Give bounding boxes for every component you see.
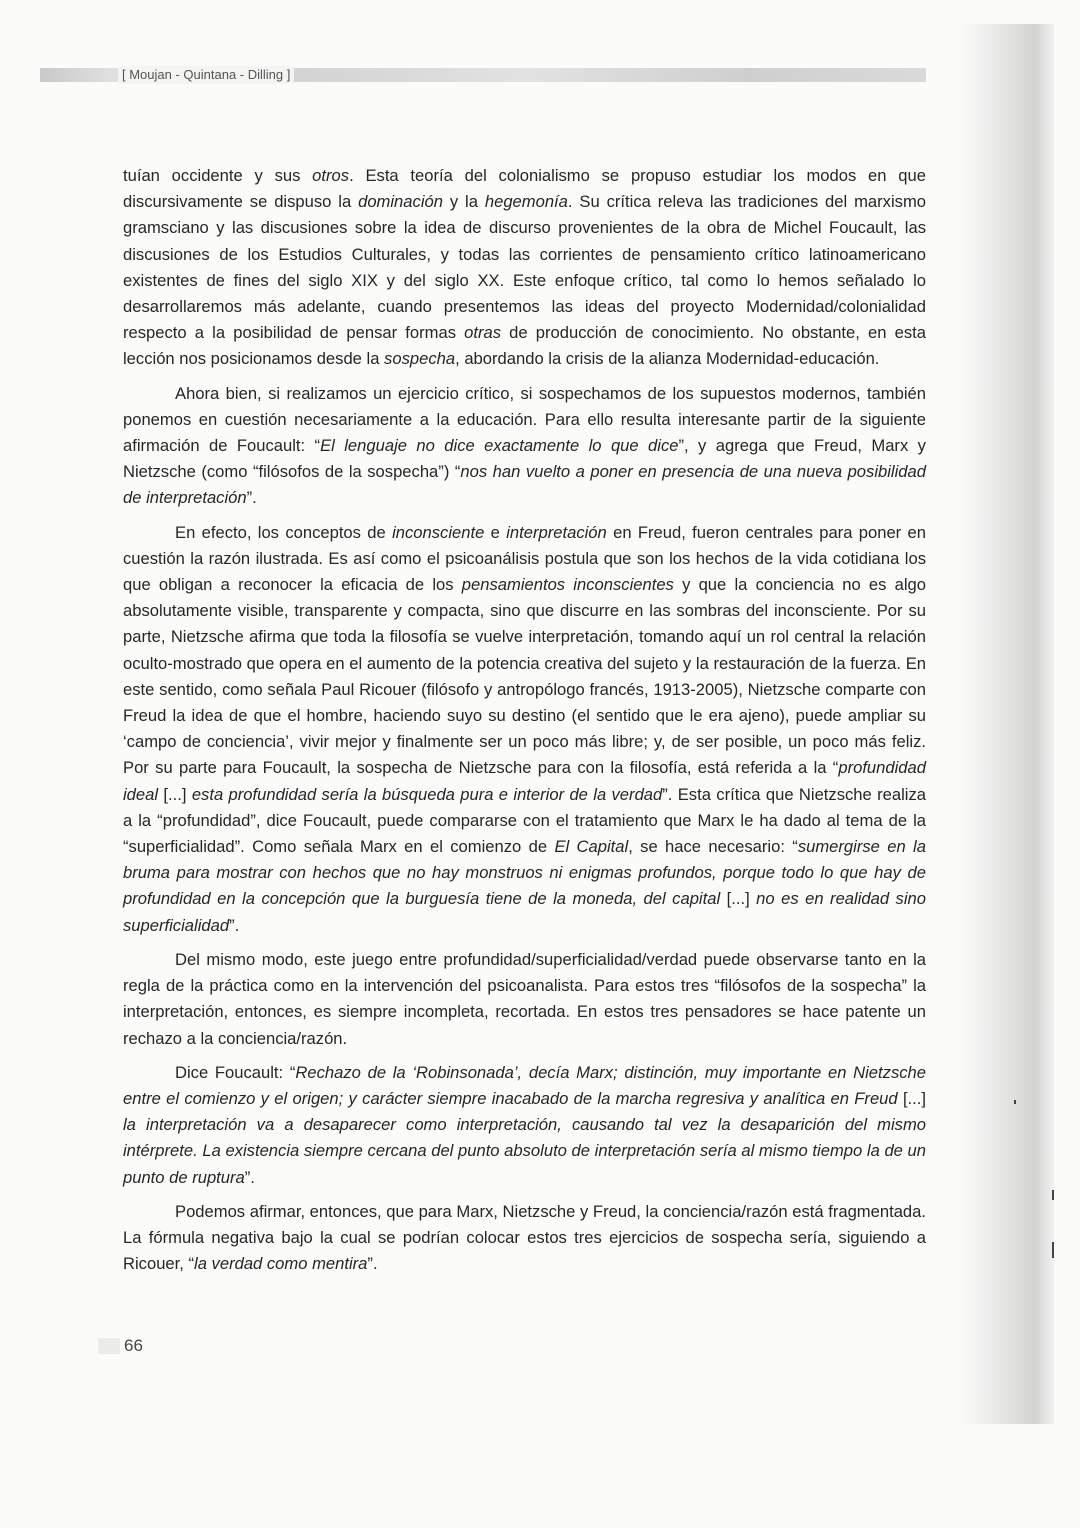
binding-shadow <box>958 24 1054 1424</box>
margin-mark <box>1052 1190 1054 1200</box>
margin-mark <box>1014 1100 1016 1104</box>
italic-run: El lenguaje no dice exactamente lo que dice <box>320 436 679 456</box>
paragraph: Dice Foucault: “Rechazo de la ‘Robinsonada’, decía Marx; distinción, muy importante en Nietzsche entre el comienzo y el origen; y carácter siempre inacabado de la marcha regresiva y analítica en Freud [...] la interpretación va a desaparecer como interpretación, causando tal vez la desaparición del mismo intérprete. La existencia siempre cercana del punto absoluto de interpretación sería al mismo tiempo la de un punto de ruptura”. <box>123 1062 926 1187</box>
italic-run: la verdad como mentira <box>194 1254 368 1274</box>
paragraph: Podemos afirmar, entonces, que para Marx, Nietzsche y Freud, la conciencia/razón está fragmentada. La fórmula negativa bajo la cual se podrían colocar estos tres ejercicios de sospecha sería, siguiendo a Ricouer, “la verdad como mentira”. <box>123 1201 926 1274</box>
italic-run: profundidad ideal <box>123 758 926 804</box>
paragraph: En efecto, los conceptos de inconsciente e interpretación en Freud, fueron centrales para poner en cuestión la razón ilustrada. Es así como el psicoanálisis postula que son los hechos de la vida cotidiana los que obligan a reconocer la eficacia de los pensamientos inconscientes y que la conciencia no es algo absolutamente visible, transparente y compacta, sino que discurre en las sombras del inconsciente. Por su parte, Nietzsche afirma que toda la filosofía se vuelve interpretación, tomando aquí un rol central la relación oculto-mostrado que opera en el aumento de la potencia creativa del sujeto y la restauración de la fuerza. En este sentido, como señala Paul Ricouer (filósofo y antropólogo francés, 1913-2005), Nietzsche comparte con Freud la idea de que el hombre, haciendo suyo su destino (el sentido que le era ajeno), puede ampliar su ‘campo de conciencia’, vivir mejor y finalmente ser un poco más libre; y, de ser posible, un poco más feliz. Por su parte para Foucault, la sospecha de Nietzsche para con la filosofía, está referida a la “profundidad ideal [...] esta profundidad sería la búsqueda pura e interior de la verdad”. Esta crítica que Nietzsche realiza a la “profundidad”, dice Foucault, puede compararse con el tratamiento que Marx le ha dado al tema de la “superficialidad”. Como señala Marx en el comienzo de El Capital, se hace necesario: “sumergirse en la bruma para mostrar con hechos que no hay monstruos ni enigmas profundos, porque todo lo que hay de profundidad en la concepción que la burguesía tiene de la moneda, del capital [...] no es en realidad sino superficialidad”. <box>123 522 927 935</box>
italic-run: otras <box>464 323 502 343</box>
italic-run: esta profundidad sería la búsqueda pura e interior de la verdad <box>191 784 663 804</box>
body-text <box>123 163 926 1285</box>
italic-run: pensamientos inconscientes <box>461 575 674 595</box>
italic-run: otros <box>312 166 350 185</box>
italic-run: nos han vuelto a poner en presencia de una nueva posibilidad de interpretación <box>123 462 926 508</box>
italic-run: dominación <box>358 192 443 212</box>
italic-run: la interpretación va a desaparecer como interpretación, causando tal vez la desaparición del mismo intérprete. La existencia siempre cercana del punto absoluto de interpretación sería al mismo tiempo la de un punto de ruptura <box>123 1115 926 1187</box>
page-number-smudge <box>98 1338 120 1354</box>
italic-run: interpretación <box>506 522 607 542</box>
margin-mark <box>1052 1242 1054 1258</box>
italic-run: sospecha <box>384 349 456 369</box>
italic-run: no es en realidad sino superficialidad <box>123 889 927 935</box>
italic-run: hegemonía <box>484 192 568 212</box>
italic-run: inconsciente <box>392 522 485 542</box>
paragraph: Ahora bien, si realizamos un ejercicio crítico, si sospechamos de los supuestos modernos, también ponemos en cuestión necesariamente a la educación. Para ello resulta interesante partir de la siguiente afirmación de Foucault: “El lenguaje no dice exactamente lo que dice”, y agrega que Freud, Marx y Nietzsche (como “filósofos de la sospecha”) “nos han vuelto a poner en presencia de una nueva posibilidad de interpretación”. <box>123 383 926 508</box>
italic-run: El Capital <box>554 837 629 857</box>
italic-run: Rechazo de la ‘Robinsonada’, decía Marx; distinción, muy importante en Nietzsche entre el comienzo y el origen; y carácter siempre inacabado de la marcha regresiva y analítica en Freud <box>123 1062 926 1108</box>
page-number: 66 <box>124 1336 143 1355</box>
italic-run: sumergirse en la bruma para mostrar con hechos que no hay monstruos ni enigmas profundos, porque todo lo que hay de profundidad en la concepción que la burguesía tiene de la moneda, del capital <box>123 837 926 909</box>
paragraph: tuían occidente y sus otros. Esta teoría del colonialismo se propuso estudiar los modos en que discursivamente se dispuso la dominación y la hegemonía. Su crítica releva las tradiciones del marxismo gramsciano y las discusiones sobre la idea de discurso provenientes de la obra de Michel Foucault, las discusiones de los Estudios Culturales, y todas las corrientes de pensamiento crítico latinoamericano existentes de fines del siglo XIX y del siglo XX. Este enfoque crítico, tal como lo hemos señalado lo desarrollaremos más adelante, cuando presentemos las ideas del proyecto Modernidad/colonialidad respecto a la posibilidad de pensar formas otras de producción de conocimiento. No obstante, en esta lección nos posicionamos desde la sospecha, abordando la crisis de la alianza Modernidad-educación. <box>123 166 927 369</box>
paragraph: Del mismo modo, este juego entre profundidad/superficialidad/verdad puede observarse tanto en la regla de la práctica como en la intervención del psicoanalista. Para estos tres “filósofos de la sospecha” la interpretación, entonces, es siempre incompleta, recortada. En estos tres pensadores se hace patente un rechazo a la conciencia/razón. <box>123 949 926 1048</box>
running-head: [ Moujan - Quintana - Dilling ] <box>118 66 294 84</box>
